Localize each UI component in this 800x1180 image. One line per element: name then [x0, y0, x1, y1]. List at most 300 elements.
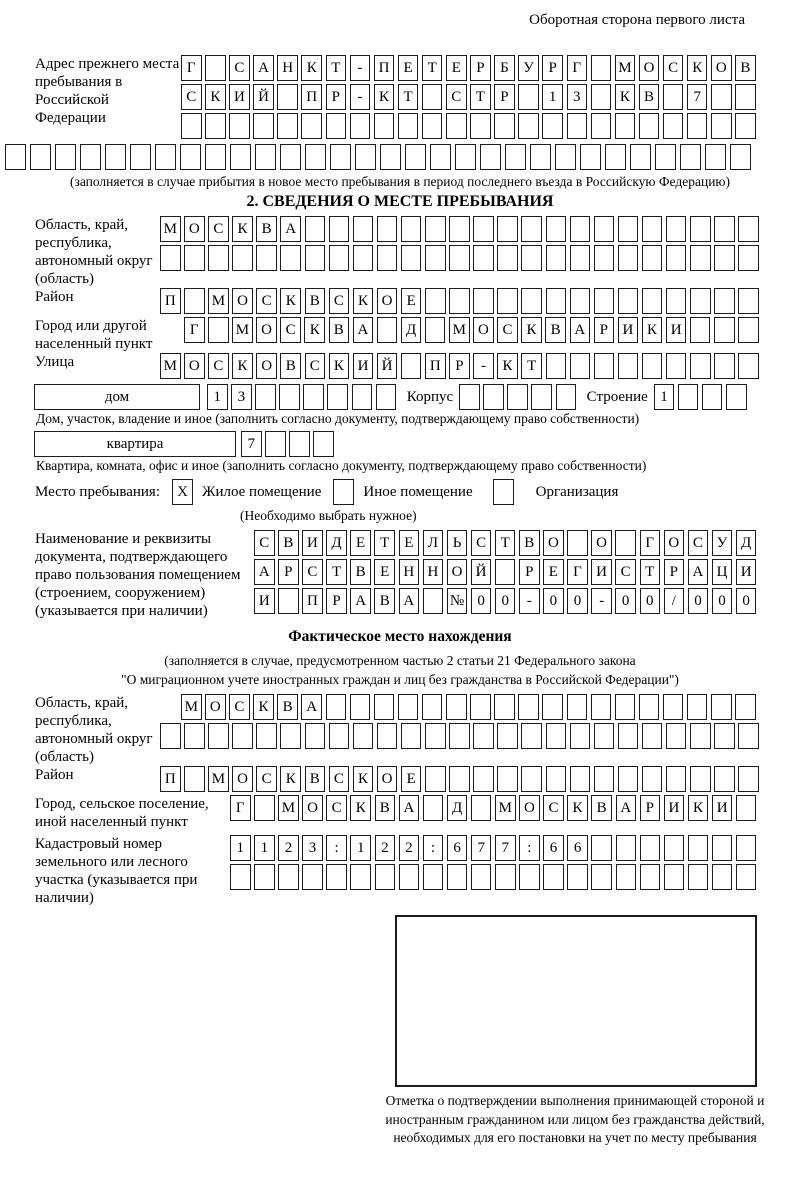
char-cell[interactable]	[542, 113, 563, 139]
char-cell[interactable]: А	[254, 559, 275, 585]
char-cell[interactable]	[618, 216, 639, 242]
char-cell[interactable]	[567, 694, 588, 720]
char-cell[interactable]	[459, 384, 480, 410]
char-cell[interactable]	[615, 113, 636, 139]
char-cell[interactable]: И	[229, 84, 250, 110]
char-cell[interactable]: 0	[712, 588, 733, 614]
char-cell[interactable]	[714, 723, 735, 749]
char-cell[interactable]	[546, 723, 567, 749]
char-cell[interactable]	[181, 113, 202, 139]
char-cell[interactable]: Г	[184, 317, 205, 343]
char-cell[interactable]: В	[329, 317, 350, 343]
char-cell[interactable]: Д	[736, 530, 757, 556]
char-cell[interactable]: Т	[470, 84, 491, 110]
char-cell[interactable]	[639, 694, 660, 720]
char-cell[interactable]	[594, 353, 615, 379]
char-cell[interactable]	[376, 384, 397, 410]
char-cell[interactable]: И	[712, 795, 733, 821]
char-cell[interactable]: О	[543, 530, 564, 556]
char-cell[interactable]	[471, 795, 492, 821]
char-cell[interactable]	[591, 55, 612, 81]
char-cell[interactable]	[618, 766, 639, 792]
char-cell[interactable]: 1	[254, 835, 275, 861]
char-cell[interactable]	[666, 723, 687, 749]
char-cell[interactable]: В	[305, 766, 326, 792]
char-cell[interactable]	[184, 723, 205, 749]
char-cell[interactable]	[326, 694, 347, 720]
char-cell[interactable]: О	[184, 353, 205, 379]
char-cell[interactable]	[594, 216, 615, 242]
char-cell[interactable]	[305, 723, 326, 749]
char-cell[interactable]	[666, 245, 687, 271]
char-cell[interactable]: Т	[374, 530, 395, 556]
char-cell[interactable]: С	[329, 288, 350, 314]
char-cell[interactable]: Е	[398, 55, 419, 81]
char-cell[interactable]: И	[664, 795, 685, 821]
char-cell[interactable]: :	[326, 835, 347, 861]
char-cell[interactable]: П	[425, 353, 446, 379]
char-cell[interactable]: А	[253, 55, 274, 81]
char-cell[interactable]: И	[302, 530, 323, 556]
char-cell[interactable]: М	[232, 317, 253, 343]
char-cell[interactable]: -	[519, 588, 540, 614]
char-cell[interactable]: К	[232, 353, 253, 379]
char-cell[interactable]: Р	[326, 84, 347, 110]
char-cell[interactable]: С	[256, 288, 277, 314]
char-cell[interactable]: О	[591, 530, 612, 556]
document-boxes-row-3[interactable]	[254, 588, 760, 614]
char-cell[interactable]	[712, 835, 733, 861]
char-cell[interactable]	[425, 216, 446, 242]
char-cell[interactable]	[330, 144, 351, 170]
checkbox-organization[interactable]	[493, 479, 514, 505]
char-cell[interactable]	[205, 113, 226, 139]
char-cell[interactable]: Р	[449, 353, 470, 379]
char-cell[interactable]	[521, 216, 542, 242]
char-cell[interactable]	[277, 84, 298, 110]
char-cell[interactable]	[423, 864, 444, 890]
char-cell[interactable]	[449, 766, 470, 792]
char-cell[interactable]: К	[280, 766, 301, 792]
char-cell[interactable]: Т	[521, 353, 542, 379]
char-cell[interactable]: О	[377, 766, 398, 792]
char-cell[interactable]: С	[208, 353, 229, 379]
char-cell[interactable]	[630, 144, 651, 170]
char-cell[interactable]	[230, 864, 251, 890]
char-cell[interactable]: М	[278, 795, 299, 821]
fact-region-boxes-row-1[interactable]	[181, 694, 762, 720]
char-cell[interactable]	[302, 864, 323, 890]
char-cell[interactable]	[594, 245, 615, 271]
char-cell[interactable]	[425, 317, 446, 343]
char-cell[interactable]	[666, 766, 687, 792]
char-cell[interactable]: Р	[640, 795, 661, 821]
char-cell[interactable]: 3	[231, 384, 252, 410]
char-cell[interactable]	[616, 864, 637, 890]
document-boxes-row-2[interactable]	[254, 559, 760, 585]
char-cell[interactable]	[714, 288, 735, 314]
char-cell[interactable]	[495, 559, 516, 585]
char-cell[interactable]: И	[254, 588, 275, 614]
char-cell[interactable]	[277, 113, 298, 139]
char-cell[interactable]: В	[735, 55, 756, 81]
char-cell[interactable]: О	[664, 530, 685, 556]
char-cell[interactable]: А	[353, 317, 374, 343]
char-cell[interactable]: М	[160, 216, 181, 242]
char-cell[interactable]: Р	[326, 588, 347, 614]
char-cell[interactable]	[422, 113, 443, 139]
char-cell[interactable]: 0	[567, 588, 588, 614]
char-cell[interactable]: В	[591, 795, 612, 821]
char-cell[interactable]: К	[497, 353, 518, 379]
char-cell[interactable]: Т	[495, 530, 516, 556]
char-cell[interactable]	[543, 864, 564, 890]
char-cell[interactable]	[446, 694, 467, 720]
char-cell[interactable]: С	[280, 317, 301, 343]
char-cell[interactable]: П	[374, 55, 395, 81]
char-cell[interactable]	[455, 144, 476, 170]
char-cell[interactable]	[546, 288, 567, 314]
char-cell[interactable]	[570, 288, 591, 314]
char-cell[interactable]	[711, 84, 732, 110]
house-type-box[interactable]: дом	[34, 384, 200, 410]
char-cell[interactable]: И	[666, 317, 687, 343]
char-cell[interactable]	[555, 144, 576, 170]
char-cell[interactable]	[497, 288, 518, 314]
char-cell[interactable]	[303, 384, 324, 410]
char-cell[interactable]	[355, 144, 376, 170]
char-cell[interactable]	[664, 835, 685, 861]
char-cell[interactable]	[640, 864, 661, 890]
char-cell[interactable]	[507, 384, 528, 410]
char-cell[interactable]: О	[519, 795, 540, 821]
char-cell[interactable]	[30, 144, 51, 170]
char-cell[interactable]	[254, 864, 275, 890]
char-cell[interactable]: Е	[350, 530, 371, 556]
char-cell[interactable]: А	[616, 795, 637, 821]
char-cell[interactable]	[473, 766, 494, 792]
char-cell[interactable]: 0	[543, 588, 564, 614]
char-cell[interactable]	[642, 245, 663, 271]
char-cell[interactable]: С	[229, 55, 250, 81]
char-cell[interactable]: Р	[542, 55, 563, 81]
char-cell[interactable]	[255, 384, 276, 410]
char-cell[interactable]	[591, 84, 612, 110]
char-cell[interactable]: С	[329, 766, 350, 792]
char-cell[interactable]	[329, 245, 350, 271]
house-number-boxes[interactable]	[207, 384, 400, 410]
char-cell[interactable]: С	[254, 530, 275, 556]
char-cell[interactable]	[473, 288, 494, 314]
char-cell[interactable]: 2	[375, 835, 396, 861]
char-cell[interactable]	[280, 723, 301, 749]
char-cell[interactable]: Т	[326, 55, 347, 81]
char-cell[interactable]	[313, 431, 334, 457]
char-cell[interactable]: К	[688, 795, 709, 821]
char-cell[interactable]	[618, 723, 639, 749]
char-cell[interactable]: А	[570, 317, 591, 343]
char-cell[interactable]	[639, 113, 660, 139]
char-cell[interactable]	[423, 795, 444, 821]
char-cell[interactable]: 0	[495, 588, 516, 614]
char-cell[interactable]: -	[350, 55, 371, 81]
char-cell[interactable]	[521, 723, 542, 749]
char-cell[interactable]: О	[256, 353, 277, 379]
char-cell[interactable]: Р	[494, 84, 515, 110]
char-cell[interactable]	[208, 317, 229, 343]
char-cell[interactable]: 0	[736, 588, 757, 614]
char-cell[interactable]: О	[205, 694, 226, 720]
char-cell[interactable]: Е	[543, 559, 564, 585]
char-cell[interactable]: С	[326, 795, 347, 821]
char-cell[interactable]	[205, 55, 226, 81]
char-cell[interactable]	[495, 864, 516, 890]
char-cell[interactable]: 6	[567, 835, 588, 861]
char-cell[interactable]	[449, 216, 470, 242]
char-cell[interactable]	[256, 723, 277, 749]
char-cell[interactable]: 1	[350, 835, 371, 861]
char-cell[interactable]	[422, 84, 443, 110]
char-cell[interactable]	[642, 766, 663, 792]
char-cell[interactable]: Е	[446, 55, 467, 81]
char-cell[interactable]	[398, 113, 419, 139]
char-cell[interactable]: К	[353, 766, 374, 792]
char-cell[interactable]	[278, 588, 299, 614]
char-cell[interactable]: П	[301, 84, 322, 110]
char-cell[interactable]	[80, 144, 101, 170]
char-cell[interactable]: О	[711, 55, 732, 81]
char-cell[interactable]: К	[642, 317, 663, 343]
char-cell[interactable]: В	[374, 588, 395, 614]
char-cell[interactable]: С	[446, 84, 467, 110]
char-cell[interactable]	[350, 694, 371, 720]
region-boxes-row-1[interactable]	[160, 216, 762, 242]
char-cell[interactable]: 1	[654, 384, 675, 410]
char-cell[interactable]: О	[447, 559, 468, 585]
char-cell[interactable]: И	[591, 559, 612, 585]
char-cell[interactable]	[546, 245, 567, 271]
char-cell[interactable]	[494, 694, 515, 720]
char-cell[interactable]	[690, 288, 711, 314]
char-cell[interactable]	[205, 144, 226, 170]
char-cell[interactable]: И	[618, 317, 639, 343]
char-cell[interactable]: Е	[401, 766, 422, 792]
char-cell[interactable]	[377, 317, 398, 343]
char-cell[interactable]	[473, 216, 494, 242]
char-cell[interactable]	[642, 353, 663, 379]
char-cell[interactable]: Е	[401, 288, 422, 314]
stroenie-boxes[interactable]	[654, 384, 750, 410]
char-cell[interactable]	[570, 723, 591, 749]
char-cell[interactable]	[255, 144, 276, 170]
char-cell[interactable]	[326, 864, 347, 890]
char-cell[interactable]: В	[545, 317, 566, 343]
char-cell[interactable]: К	[329, 353, 350, 379]
char-cell[interactable]	[208, 723, 229, 749]
char-cell[interactable]	[449, 245, 470, 271]
char-cell[interactable]: 1	[207, 384, 228, 410]
char-cell[interactable]: П	[160, 766, 181, 792]
char-cell[interactable]: У	[712, 530, 733, 556]
char-cell[interactable]: 2	[278, 835, 299, 861]
char-cell[interactable]: С	[208, 216, 229, 242]
char-cell[interactable]	[730, 144, 751, 170]
char-cell[interactable]: О	[232, 288, 253, 314]
char-cell[interactable]	[615, 530, 636, 556]
char-cell[interactable]	[690, 766, 711, 792]
char-cell[interactable]: 2	[399, 835, 420, 861]
char-cell[interactable]	[618, 245, 639, 271]
char-cell[interactable]: А	[688, 559, 709, 585]
char-cell[interactable]: К	[301, 55, 322, 81]
cadastre-boxes-row-2[interactable]	[230, 864, 760, 890]
char-cell[interactable]	[377, 723, 398, 749]
char-cell[interactable]	[253, 113, 274, 139]
char-cell[interactable]: С	[229, 694, 250, 720]
char-cell[interactable]	[687, 694, 708, 720]
char-cell[interactable]: А	[399, 795, 420, 821]
char-cell[interactable]	[666, 216, 687, 242]
char-cell[interactable]: Г	[230, 795, 251, 821]
char-cell[interactable]	[483, 384, 504, 410]
char-cell[interactable]	[738, 317, 759, 343]
char-cell[interactable]	[714, 353, 735, 379]
char-cell[interactable]	[680, 144, 701, 170]
char-cell[interactable]	[521, 288, 542, 314]
char-cell[interactable]	[736, 835, 757, 861]
char-cell[interactable]	[470, 113, 491, 139]
char-cell[interactable]: Р	[594, 317, 615, 343]
char-cell[interactable]	[678, 384, 699, 410]
char-cell[interactable]	[232, 245, 253, 271]
char-cell[interactable]	[705, 144, 726, 170]
char-cell[interactable]	[374, 113, 395, 139]
char-cell[interactable]: 3	[302, 835, 323, 861]
fact-district-boxes[interactable]	[160, 766, 762, 792]
char-cell[interactable]	[423, 588, 444, 614]
char-cell[interactable]: Й	[471, 559, 492, 585]
char-cell[interactable]: Д	[326, 530, 347, 556]
char-cell[interactable]: С	[663, 55, 684, 81]
char-cell[interactable]	[570, 353, 591, 379]
char-cell[interactable]: М	[208, 766, 229, 792]
char-cell[interactable]	[518, 113, 539, 139]
char-cell[interactable]: В	[280, 353, 301, 379]
char-cell[interactable]	[556, 384, 577, 410]
char-cell[interactable]	[449, 723, 470, 749]
char-cell[interactable]	[425, 245, 446, 271]
char-cell[interactable]: К	[232, 216, 253, 242]
char-cell[interactable]	[380, 144, 401, 170]
char-cell[interactable]	[229, 113, 250, 139]
korpus-boxes[interactable]	[459, 384, 579, 410]
char-cell[interactable]	[738, 245, 759, 271]
char-cell[interactable]	[616, 835, 637, 861]
prev-address-boxes-row-2[interactable]	[181, 84, 759, 110]
char-cell[interactable]	[256, 245, 277, 271]
char-cell[interactable]	[736, 795, 757, 821]
char-cell[interactable]: П	[302, 588, 323, 614]
char-cell[interactable]: В	[350, 559, 371, 585]
char-cell[interactable]	[160, 723, 181, 749]
char-cell[interactable]	[278, 864, 299, 890]
char-cell[interactable]: О	[256, 317, 277, 343]
char-cell[interactable]: С	[471, 530, 492, 556]
char-cell[interactable]	[738, 353, 759, 379]
char-cell[interactable]	[326, 113, 347, 139]
char-cell[interactable]	[497, 723, 518, 749]
cadastre-boxes-row-1[interactable]	[230, 835, 760, 861]
char-cell[interactable]: Н	[277, 55, 298, 81]
char-cell[interactable]	[530, 144, 551, 170]
char-cell[interactable]	[738, 288, 759, 314]
char-cell[interactable]: А	[301, 694, 322, 720]
char-cell[interactable]	[567, 113, 588, 139]
char-cell[interactable]	[305, 216, 326, 242]
char-cell[interactable]: К	[687, 55, 708, 81]
char-cell[interactable]: М	[181, 694, 202, 720]
char-cell[interactable]	[615, 694, 636, 720]
prev-address-boxes-row-1[interactable]	[181, 55, 759, 81]
char-cell[interactable]	[567, 530, 588, 556]
char-cell[interactable]	[663, 113, 684, 139]
char-cell[interactable]	[591, 864, 612, 890]
char-cell[interactable]	[329, 216, 350, 242]
char-cell[interactable]	[531, 384, 552, 410]
char-cell[interactable]	[663, 84, 684, 110]
char-cell[interactable]	[289, 431, 310, 457]
char-cell[interactable]	[738, 723, 759, 749]
char-cell[interactable]	[591, 113, 612, 139]
char-cell[interactable]	[301, 113, 322, 139]
char-cell[interactable]: Т	[640, 559, 661, 585]
char-cell[interactable]: С	[497, 317, 518, 343]
char-cell[interactable]: 1	[230, 835, 251, 861]
char-cell[interactable]: 7	[241, 431, 262, 457]
char-cell[interactable]	[377, 216, 398, 242]
char-cell[interactable]	[447, 864, 468, 890]
char-cell[interactable]	[425, 288, 446, 314]
char-cell[interactable]: Р	[278, 559, 299, 585]
char-cell[interactable]: С	[543, 795, 564, 821]
char-cell[interactable]: В	[519, 530, 540, 556]
char-cell[interactable]	[353, 216, 374, 242]
char-cell[interactable]: К	[280, 288, 301, 314]
char-cell[interactable]: В	[277, 694, 298, 720]
region-boxes-row-2[interactable]	[160, 245, 762, 271]
fact-region-boxes-row-2[interactable]	[160, 723, 762, 749]
char-cell[interactable]: 6	[447, 835, 468, 861]
char-cell[interactable]	[265, 431, 286, 457]
char-cell[interactable]	[160, 245, 181, 271]
char-cell[interactable]: Г	[567, 55, 588, 81]
char-cell[interactable]	[736, 864, 757, 890]
char-cell[interactable]: В	[278, 530, 299, 556]
char-cell[interactable]	[594, 723, 615, 749]
char-cell[interactable]	[377, 245, 398, 271]
char-cell[interactable]	[521, 245, 542, 271]
char-cell[interactable]	[712, 864, 733, 890]
char-cell[interactable]: /	[664, 588, 685, 614]
char-cell[interactable]: 6	[543, 835, 564, 861]
char-cell[interactable]	[398, 694, 419, 720]
char-cell[interactable]: 1	[542, 84, 563, 110]
char-cell[interactable]	[690, 353, 711, 379]
char-cell[interactable]: О	[473, 317, 494, 343]
char-cell[interactable]	[280, 144, 301, 170]
char-cell[interactable]	[640, 835, 661, 861]
char-cell[interactable]: 7	[495, 835, 516, 861]
